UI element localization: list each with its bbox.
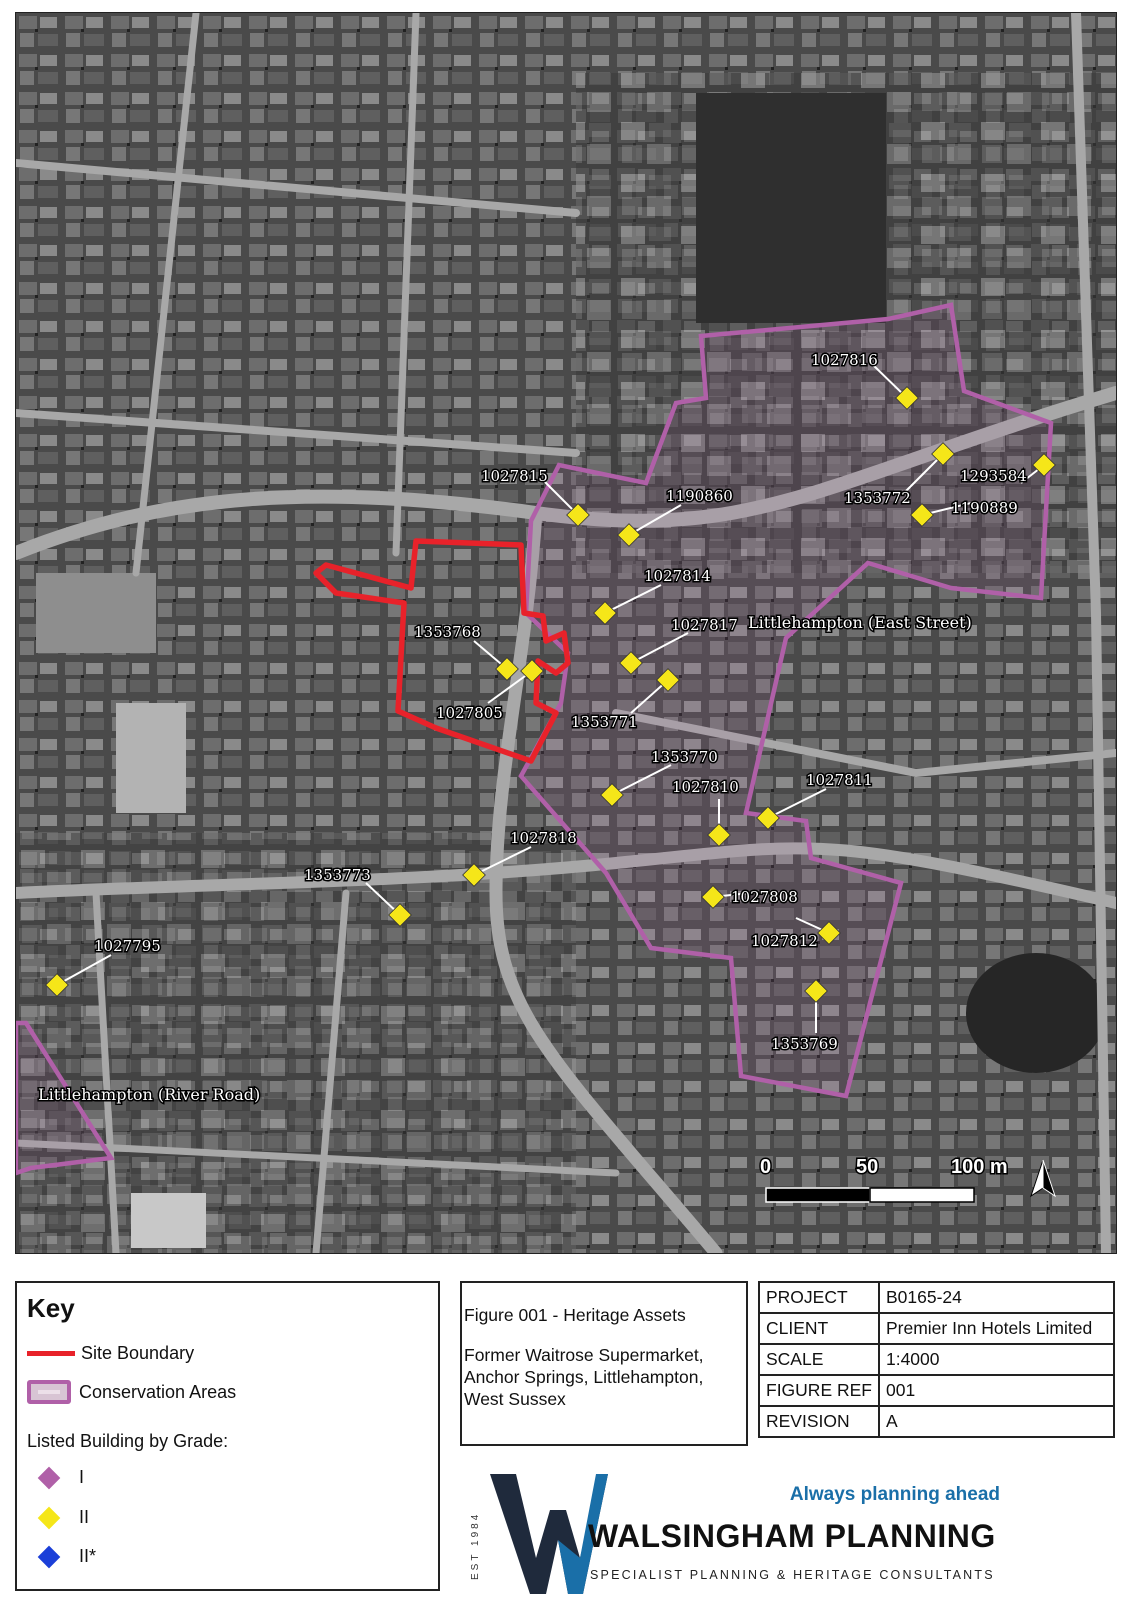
asset-label: 1027818: [510, 829, 577, 847]
asset-label: 1353770: [651, 748, 718, 766]
key-row-grade-ii: [27, 1507, 89, 1528]
info-label: CLIENT: [759, 1313, 879, 1344]
scale-label-0: 0: [760, 1156, 772, 1178]
info-value: B0165-24: [879, 1282, 1114, 1313]
info-label: PROJECT: [759, 1282, 879, 1313]
table-row: [759, 1313, 1114, 1344]
scale-label-50: 50: [856, 1156, 879, 1178]
asset-label: 1353771: [571, 713, 638, 731]
key-label-conservation-areas: Conservation Areas: [79, 1381, 237, 1402]
key-label-grade-ii-star: II*: [79, 1546, 97, 1566]
table-row: [759, 1406, 1114, 1437]
info-label: FIGURE REF: [759, 1375, 879, 1406]
info-label: REVISION: [759, 1406, 879, 1437]
asset-label: 1190860: [666, 487, 733, 505]
recreation-ground: [696, 93, 886, 323]
logo-est: EST 1984: [470, 1511, 481, 1580]
asset-label: 1027815: [481, 467, 548, 485]
key-label-grade-i: I: [79, 1467, 85, 1487]
logo-tagline: Always planning ahead: [789, 1484, 1000, 1505]
asset-label: 1293584: [960, 467, 1027, 485]
asset-label: 1027810: [672, 778, 739, 796]
asset-label: 1027814: [644, 567, 711, 585]
table-row: [759, 1375, 1114, 1406]
info-value: 1:4000: [879, 1344, 1114, 1375]
asset-label: 1027812: [751, 932, 818, 950]
asset-label: 1190889: [951, 499, 1018, 517]
key-row-grade-ii-star: [27, 1546, 96, 1567]
info-label: SCALE: [759, 1344, 879, 1375]
project-info-table: [758, 1281, 1115, 1438]
logo-subtitle: SPECIALIST PLANNING & HERITAGE CONSULTANTS: [590, 1568, 995, 1582]
key-label-grade-ii: II: [79, 1507, 90, 1527]
info-value: Premier Inn Hotels Limited: [879, 1313, 1114, 1344]
logo-company-name: WALSINGHAM PLANNING: [588, 1518, 996, 1554]
figure-description: Former Waitrose Supermarket, Anchor Springs, Littlehampton, West Sussex: [464, 1345, 704, 1409]
key-listed-heading: [27, 1431, 228, 1452]
map-key: [15, 1281, 440, 1591]
key-label-listed-heading: Listed Building by Grade:: [27, 1431, 229, 1451]
key-label-site-boundary: Site Boundary: [81, 1343, 195, 1363]
grade-ii-star-diamond-icon: [38, 1545, 61, 1568]
asset-label: 1027795: [94, 937, 161, 955]
figure-title-box: [460, 1281, 748, 1446]
map-canvas: [16, 13, 1116, 1253]
asset-label: 1027817: [671, 616, 738, 634]
area-label-east-street: Littlehampton (East Street): [748, 613, 972, 632]
scale-label-100: 100 m: [951, 1156, 1008, 1178]
asset-label: 1353768: [414, 623, 481, 641]
aerial-map[interactable]: [15, 12, 1117, 1254]
info-value: A: [879, 1406, 1114, 1437]
company-logo: [470, 1470, 1110, 1598]
area-label-river-road: Littlehampton (River Road): [38, 1085, 261, 1104]
asset-label: 1353773: [304, 866, 371, 884]
info-value: 001: [879, 1375, 1114, 1406]
key-row-grade-i: [27, 1467, 84, 1488]
conservation-area-swatch: [27, 1380, 71, 1404]
key-row-site-boundary: [27, 1343, 194, 1364]
asset-label: 1353772: [844, 489, 911, 507]
grade-ii-diamond-icon: [38, 1506, 61, 1529]
asset-label: 1027808: [731, 888, 798, 906]
key-title: Key: [27, 1293, 75, 1323]
key-row-conservation-areas: [27, 1380, 236, 1404]
asset-label: 1027816: [811, 351, 878, 369]
grade-i-diamond-icon: [38, 1466, 61, 1489]
asset-label: 1027811: [806, 771, 873, 789]
figure-title: Figure 001 - Heritage Assets: [464, 1305, 686, 1325]
table-row: [759, 1282, 1114, 1313]
table-row: [759, 1344, 1114, 1375]
asset-label: 1353769: [771, 1035, 838, 1053]
site-boundary-swatch: [27, 1351, 75, 1356]
asset-label: 1027805: [436, 704, 503, 722]
